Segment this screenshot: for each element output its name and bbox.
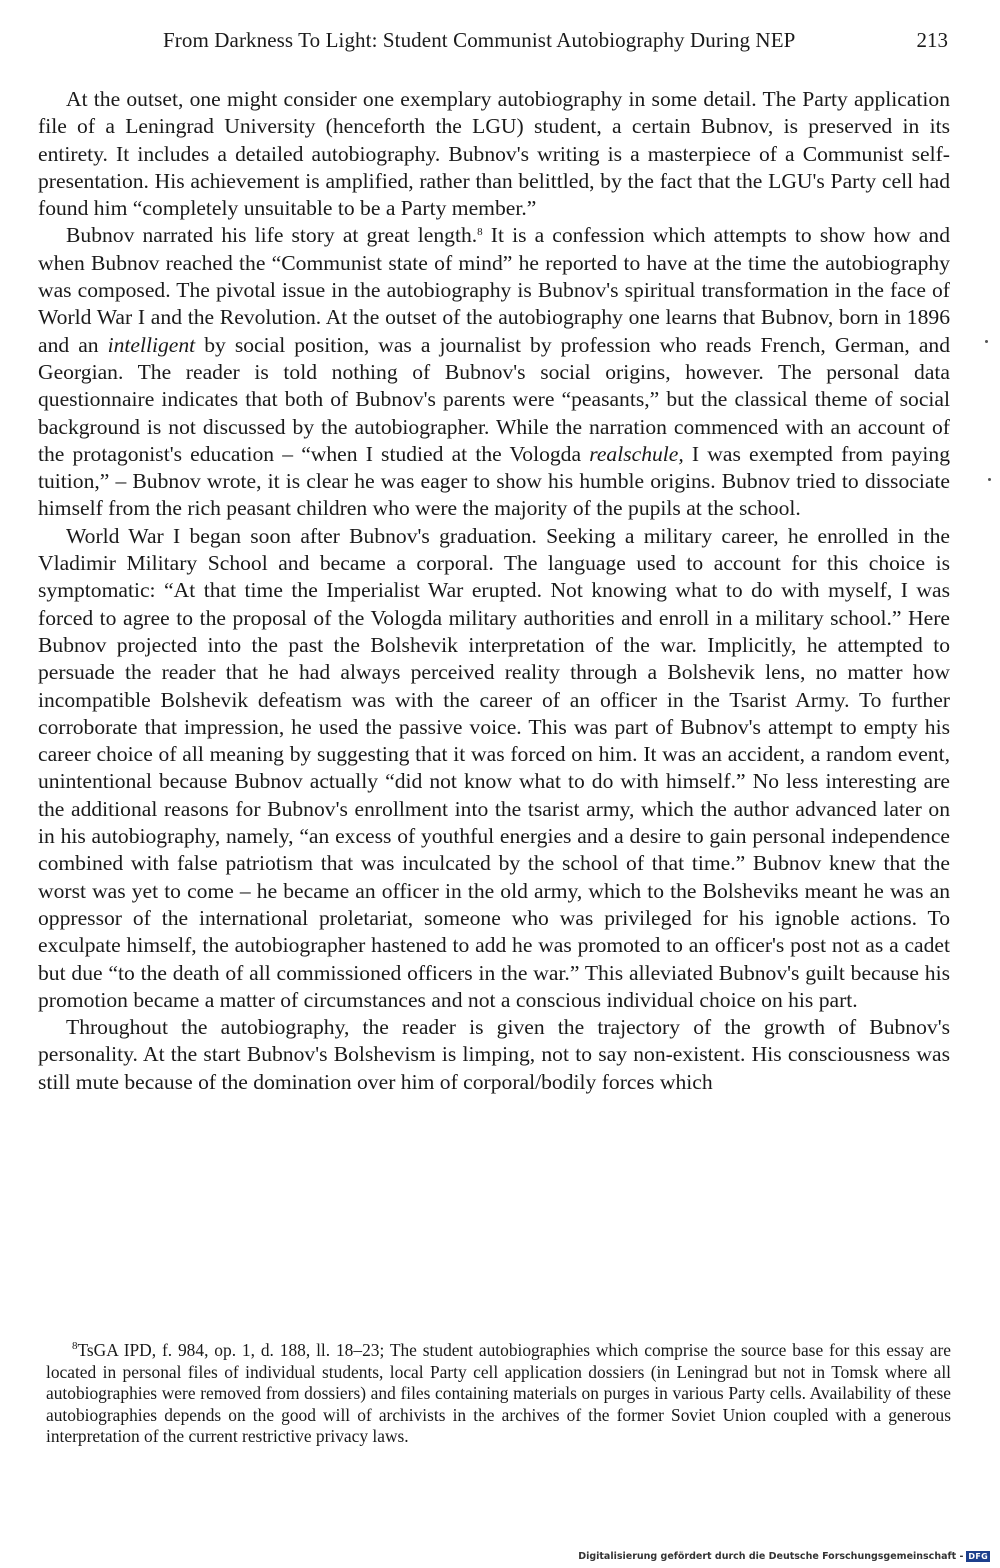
italic-term: intelligent [107,332,196,357]
margin-speck [985,340,988,343]
italic-term: realschule, [589,441,684,466]
footer-credit-text: Digitalisierung gefördert durch die Deutsche Forschungsgemeinschaft - [578,1551,964,1562]
paragraph [38,523,950,1014]
body-text [38,86,950,1096]
text-run: World War I began soon after Bubnov's graduation. Seeking a military career, he enrolled in the Vladimir Military School and became a corporal. The language used to account for this choice is symptomatic: “At that time the Imperialist War erupted. Not knowing what to do with myself, I was forced to agree to the proposal of the Vologda military authorities and enroll in a military school.” Here Bubnov projected into the past the Bolshevik interpretation of the war. Implicitly, he attempted to persuade the reader that he had always perceived reality through a Bolshevik lens, no matter how incompatible Bolshevik defeatism was with the career of an officer in the Tsarist Army. To further corroborate that impression, he used the passive voice. This was part of Bubnov's attempt to empty his career choice of all meaning by suggesting that it was forced on him. It was an accident, a random event, unintentional because Bubnov actually “did not know what to do with himself.” No less interesting are the additional reasons for Bubnov's enrollment into the tsarist army, which the author advanced later on in his autobiography, namely, “an excess of youthful energies and a desire to gain personal independence combined with false patriotism that was inculcated by the school of that time.” Bubnov knew that the worst was yet to come – he became an officer in the old army, which to the Bolsheviks meant he was an oppressor of the international proletariat, someone who was privileged for his ignoble actions. To exculpate himself, the autobiographer hastened to add he was promoted to an officer's post not as a cadet but due “to the death of all commissioned officers in the war.” This alleviated Bubnov's guilt because his promotion became a matter of circumstances and not a conscious individual choice on his part. [38,523,950,1012]
running-header [38,28,948,58]
paragraph [38,1014,950,1096]
text-run: Throughout the autobiography, the reader is given the trajectory of the growth of Bubnov's personality. At the start Bubnov's Bolshevism is limping, not to say non-existent. His consciousness was still mute because of the domination over him of corporal/bodily forces which [38,1015,950,1094]
text-run: by social position, was a journalist by profession who reads French, German, and Georgian. The reader is told nothing of Bubnov's social origins, however. The personal data questionnaire indicates that both of Bubnov's parents were “peasants,” but the classical theme of social background is not discussed by the autobiographer. While the narration commenced with an account of the protagonist's education – “when I studied at the Vologda [38,332,951,466]
footnote [46,1340,951,1448]
text-run: It is a confession which attempts to show how and when Bubnov reached the “Communist state of mind” he reported to have at the time the autobiography was composed. The pivotal issue in the autobiography is Bubnov's spiritual transformation in the face of World War I and the Revolution. At the outset of the autobiography one learns that Bubnov, born in 1896 and an [38,223,950,357]
footnote-text: TsGA IPD, f. 984, op. 1, d. 188, ll. 18–23; The student autobiographies which comprise the source base for this essay are located in personal files of individual students, local Party cell application dossiers (in Leningrad but not in Tomsk where all autobiographies were removed from dossiers) and files containing materials on purges in various Party cells. Availability of these autobiographies depends on the good will of archivists in the archives of the former Soviet Union coupled with a generous interpretation of the current restrictive privacy laws. [46,1340,951,1447]
text-run: Bubnov narrated his life story at great length. [66,223,478,248]
text-run: At the outset, one might consider one exemplary autobiography in some detail. The Party application file of a Leningrad University (henceforth the LGU) student, a certain Bubnov, is preserved in its entirety. It includes a detailed autobiography. Bubnov's writing is a masterpiece of a Communist self-presentation. His achievement is amplified, rather than belittled, by the fact that the LGU's Party cell had found him “completely unsuitable to be a Party member.” [38,87,950,221]
footnote-marker: 8 [72,1340,78,1352]
footnote-reference: 8 [477,226,483,239]
dfg-logo-icon: DFG [968,1552,988,1561]
paragraph [38,86,950,222]
header-title: From Darkness To Light: Student Communist Autobiography During NEP [163,28,796,52]
page-number: 213 [916,28,948,52]
footer-credit [578,1551,990,1562]
text-run: I was exempted from paying tuition,” – Bubnov wrote, it is clear he was eager to show his humble origins. Bubnov tried to dissociate himself from the rich peasant children who were the majority of the pupils at the school. [38,441,951,521]
paragraph [38,222,950,522]
margin-speck [988,478,991,481]
